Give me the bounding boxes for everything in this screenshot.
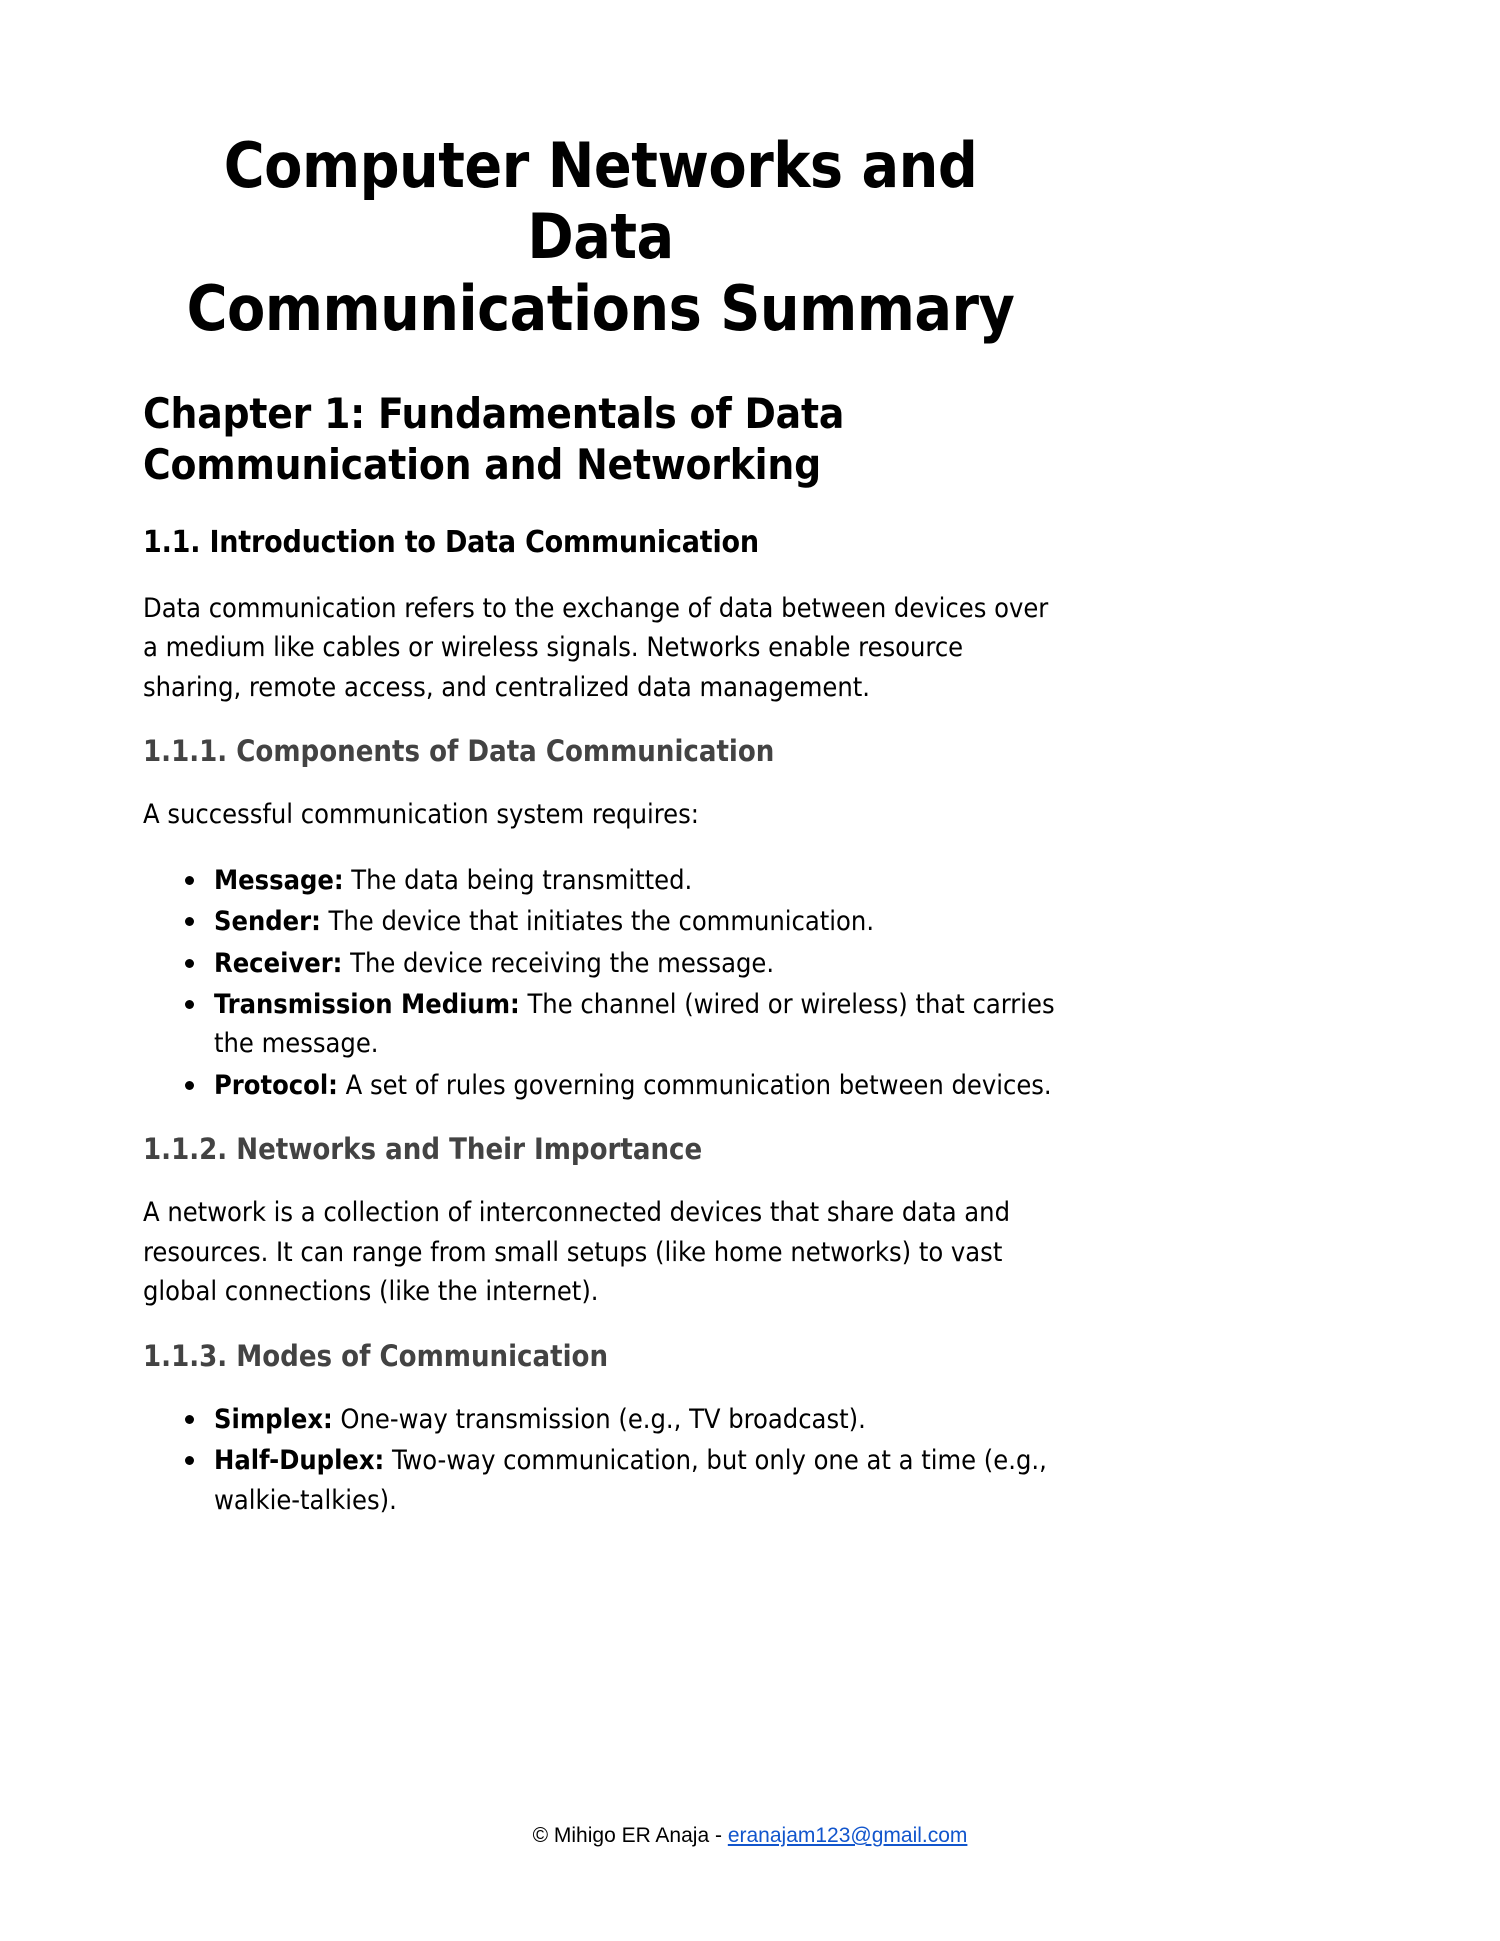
list-item: [143, 985, 1058, 1064]
list-item: [143, 861, 1058, 900]
list-item-text: The data being transmitted.: [343, 864, 693, 896]
list-item-label: Protocol:: [214, 1069, 338, 1101]
section-heading-1-1-2: 1.1.2. Networks and Their Importance: [143, 1132, 703, 1167]
list-item: [143, 1400, 1058, 1439]
list-item-label: Half-Duplex:: [214, 1445, 385, 1477]
section-heading-1-1-3: 1.1.3. Modes of Communication: [143, 1338, 609, 1373]
list-item-text: One-way transmission (e.g., TV broadcast).: [332, 1403, 866, 1435]
section-1-1-1-intro: A successful communication system requires:: [143, 799, 699, 831]
list-item: [143, 1441, 1058, 1520]
list-item-text: The device receiving the message.: [342, 947, 775, 979]
document-title: [143, 130, 1058, 344]
document-title-line-2: Communications Summary: [186, 271, 1015, 345]
section-1-1-paragraph: Data communication refers to the exchange of data between devices over a medium like cables or wireless signals. Networks enable resource sharing, remote access, and centralized data management.: [143, 592, 1049, 703]
footer-copyright: © Mihigo ER Anaja -: [532, 1824, 728, 1847]
modes-bullet-list: [143, 1400, 1058, 1520]
document-content: [143, 130, 1058, 1546]
section-1-1-2-paragraph: A network is a collection of interconnected devices that share data and resources. It can range from small setups (like home networks) to vast global connections (like the internet).: [143, 1197, 1011, 1308]
list-item-text: The channel (wired or wireless) that carries the message.: [214, 988, 1055, 1060]
list-item-label: Sender:: [214, 906, 321, 938]
footer-email-link[interactable]: eranajam123@gmail.com: [727, 1824, 968, 1847]
list-item-text: A set of rules governing communication between devices.: [337, 1069, 1052, 1101]
page-footer: [0, 1822, 1500, 1849]
list-item: [143, 1066, 1058, 1105]
list-item-label: Message:: [214, 864, 344, 896]
section-heading-1-1: 1.1. Introduction to Data Communication: [143, 525, 759, 561]
components-bullet-list: [143, 861, 1058, 1105]
list-item-text: Two-way communication, but only one at a time (e.g., walkie-talkies).: [214, 1445, 1047, 1516]
list-item: [143, 902, 1058, 941]
list-item-label: Receiver:: [214, 947, 343, 979]
document-title-line-1: Computer Networks and Data: [223, 129, 978, 274]
section-heading-1-1-1: 1.1.1. Components of Data Communication: [143, 734, 775, 769]
list-item: [143, 944, 1058, 983]
list-item-text: The device that initiates the communication.: [320, 906, 875, 938]
list-item-label: Simplex:: [214, 1403, 333, 1435]
chapter-heading: Chapter 1: Fundamentals of Data Communication and Networking: [143, 388, 845, 490]
list-item-label: Transmission Medium:: [214, 988, 520, 1020]
